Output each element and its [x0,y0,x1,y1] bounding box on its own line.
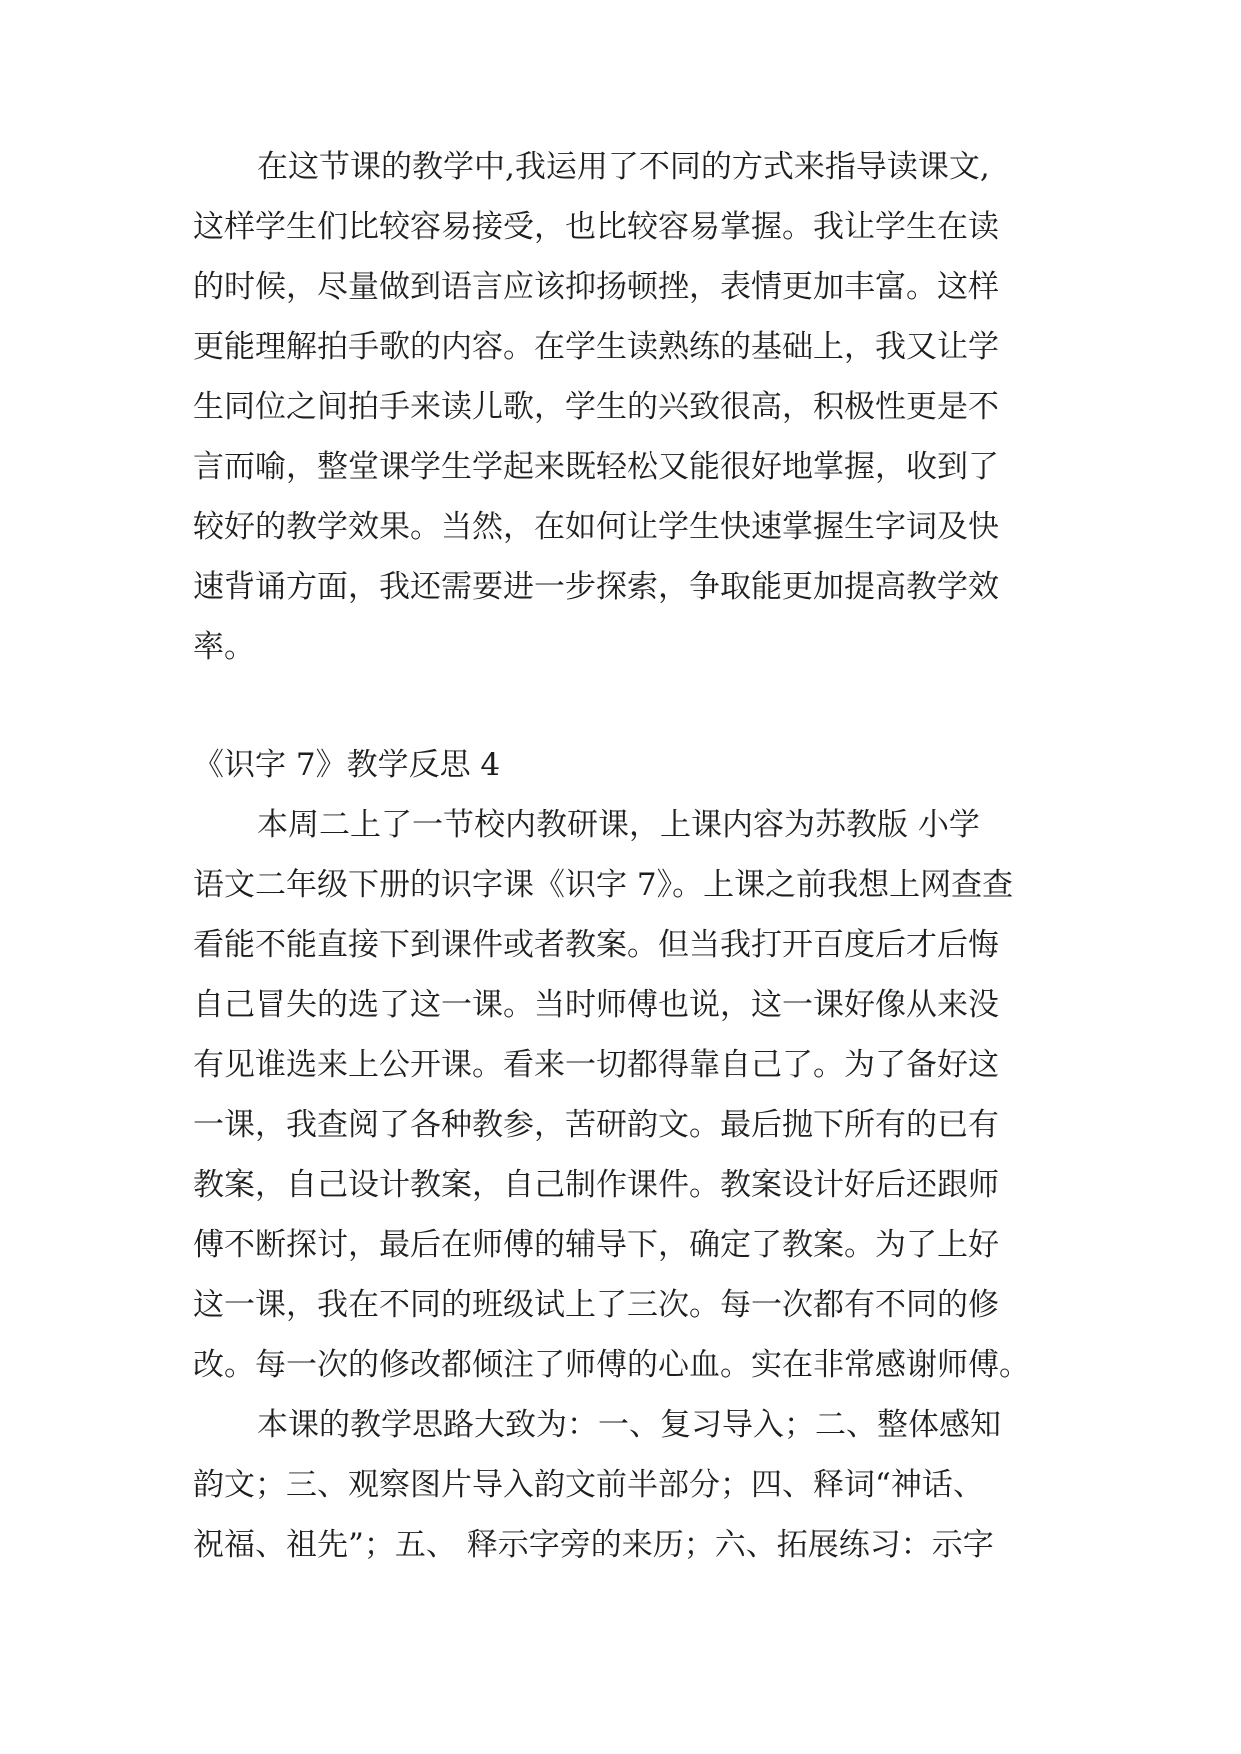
paragraph-2-line-5: 有见谁选来上公开课。看来一切都得靠自己了。为了备好这 [193,1047,999,1083]
paragraph-2-line-4: 自己冒失的选了这一课。当时师傅也说，这一课好像从来没 [193,987,999,1023]
paragraph-3-line-3: 祝福、祖先”；五、 释示字旁的来历；六、拓展练习：示字 [193,1527,994,1563]
section-heading: 《识字 7》教学反思 4 [193,747,501,783]
paragraph-2-line-6: 一课，我查阅了各种教参，苦研韵文。最后抛下所有的已有 [193,1107,999,1143]
paragraph-1-line-9: 率。 [193,629,255,665]
paragraph-1-line-5: 生同位之间拍手来读儿歌，学生的兴致很高，积极性更是不 [193,389,999,425]
paragraph-3-line-2: 韵文；三、观察图片导入韵文前半部分；四、释词“神话、 [193,1467,984,1503]
paragraph-1-line-1: 在这节课的教学中,我运用了不同的方式来指导读课文, [257,149,990,185]
paragraph-1-line-2: 这样学生们比较容易接受，也比较容易掌握。我让学生在读 [193,209,999,245]
paragraph-1-line-6: 言而喻，整堂课学生学起来既轻松又能很好地掌握，收到了 [193,449,999,485]
paragraph-2-line-9: 这一课，我在不同的班级试上了三次。每一次都有不同的修 [193,1287,999,1323]
paragraph-2-line-10: 改。每一次的修改都倾注了师傅的心血。实在非常感谢师傅。 [193,1347,1030,1383]
paragraph-1-line-7: 较好的教学效果。当然，在如何让学生快速掌握生字词及快 [193,509,999,545]
paragraph-2-line-8: 傅不断探讨，最后在师傅的辅导下，确定了教案。为了上好 [193,1227,999,1263]
paragraph-1-line-8: 速背诵方面，我还需要进一步探索，争取能更加提高教学效 [193,569,999,605]
paragraph-2-line-2: 语文二年级下册的识字课《识字 7》。上课之前我想上网查查 [193,867,1014,903]
paragraph-2-line-3: 看能不能直接下到课件或者教案。但当我打开百度后才后悔 [193,927,999,963]
paragraph-3-line-1: 本课的教学思路大致为：一、复习导入；二、整体感知 [257,1407,1001,1443]
paragraph-1-line-4: 更能理解拍手歌的内容。在学生读熟练的基础上，我又让学 [193,329,999,365]
paragraph-2-line-7: 教案，自己设计教案，自己制作课件。教案设计好后还跟师 [193,1167,999,1203]
paragraph-1-line-3: 的时候，尽量做到语言应该抑扬顿挫，表情更加丰富。这样 [193,269,999,305]
paragraph-2-line-1: 本周二上了一节校内教研课，上课内容为苏教版 小学 [257,807,980,843]
